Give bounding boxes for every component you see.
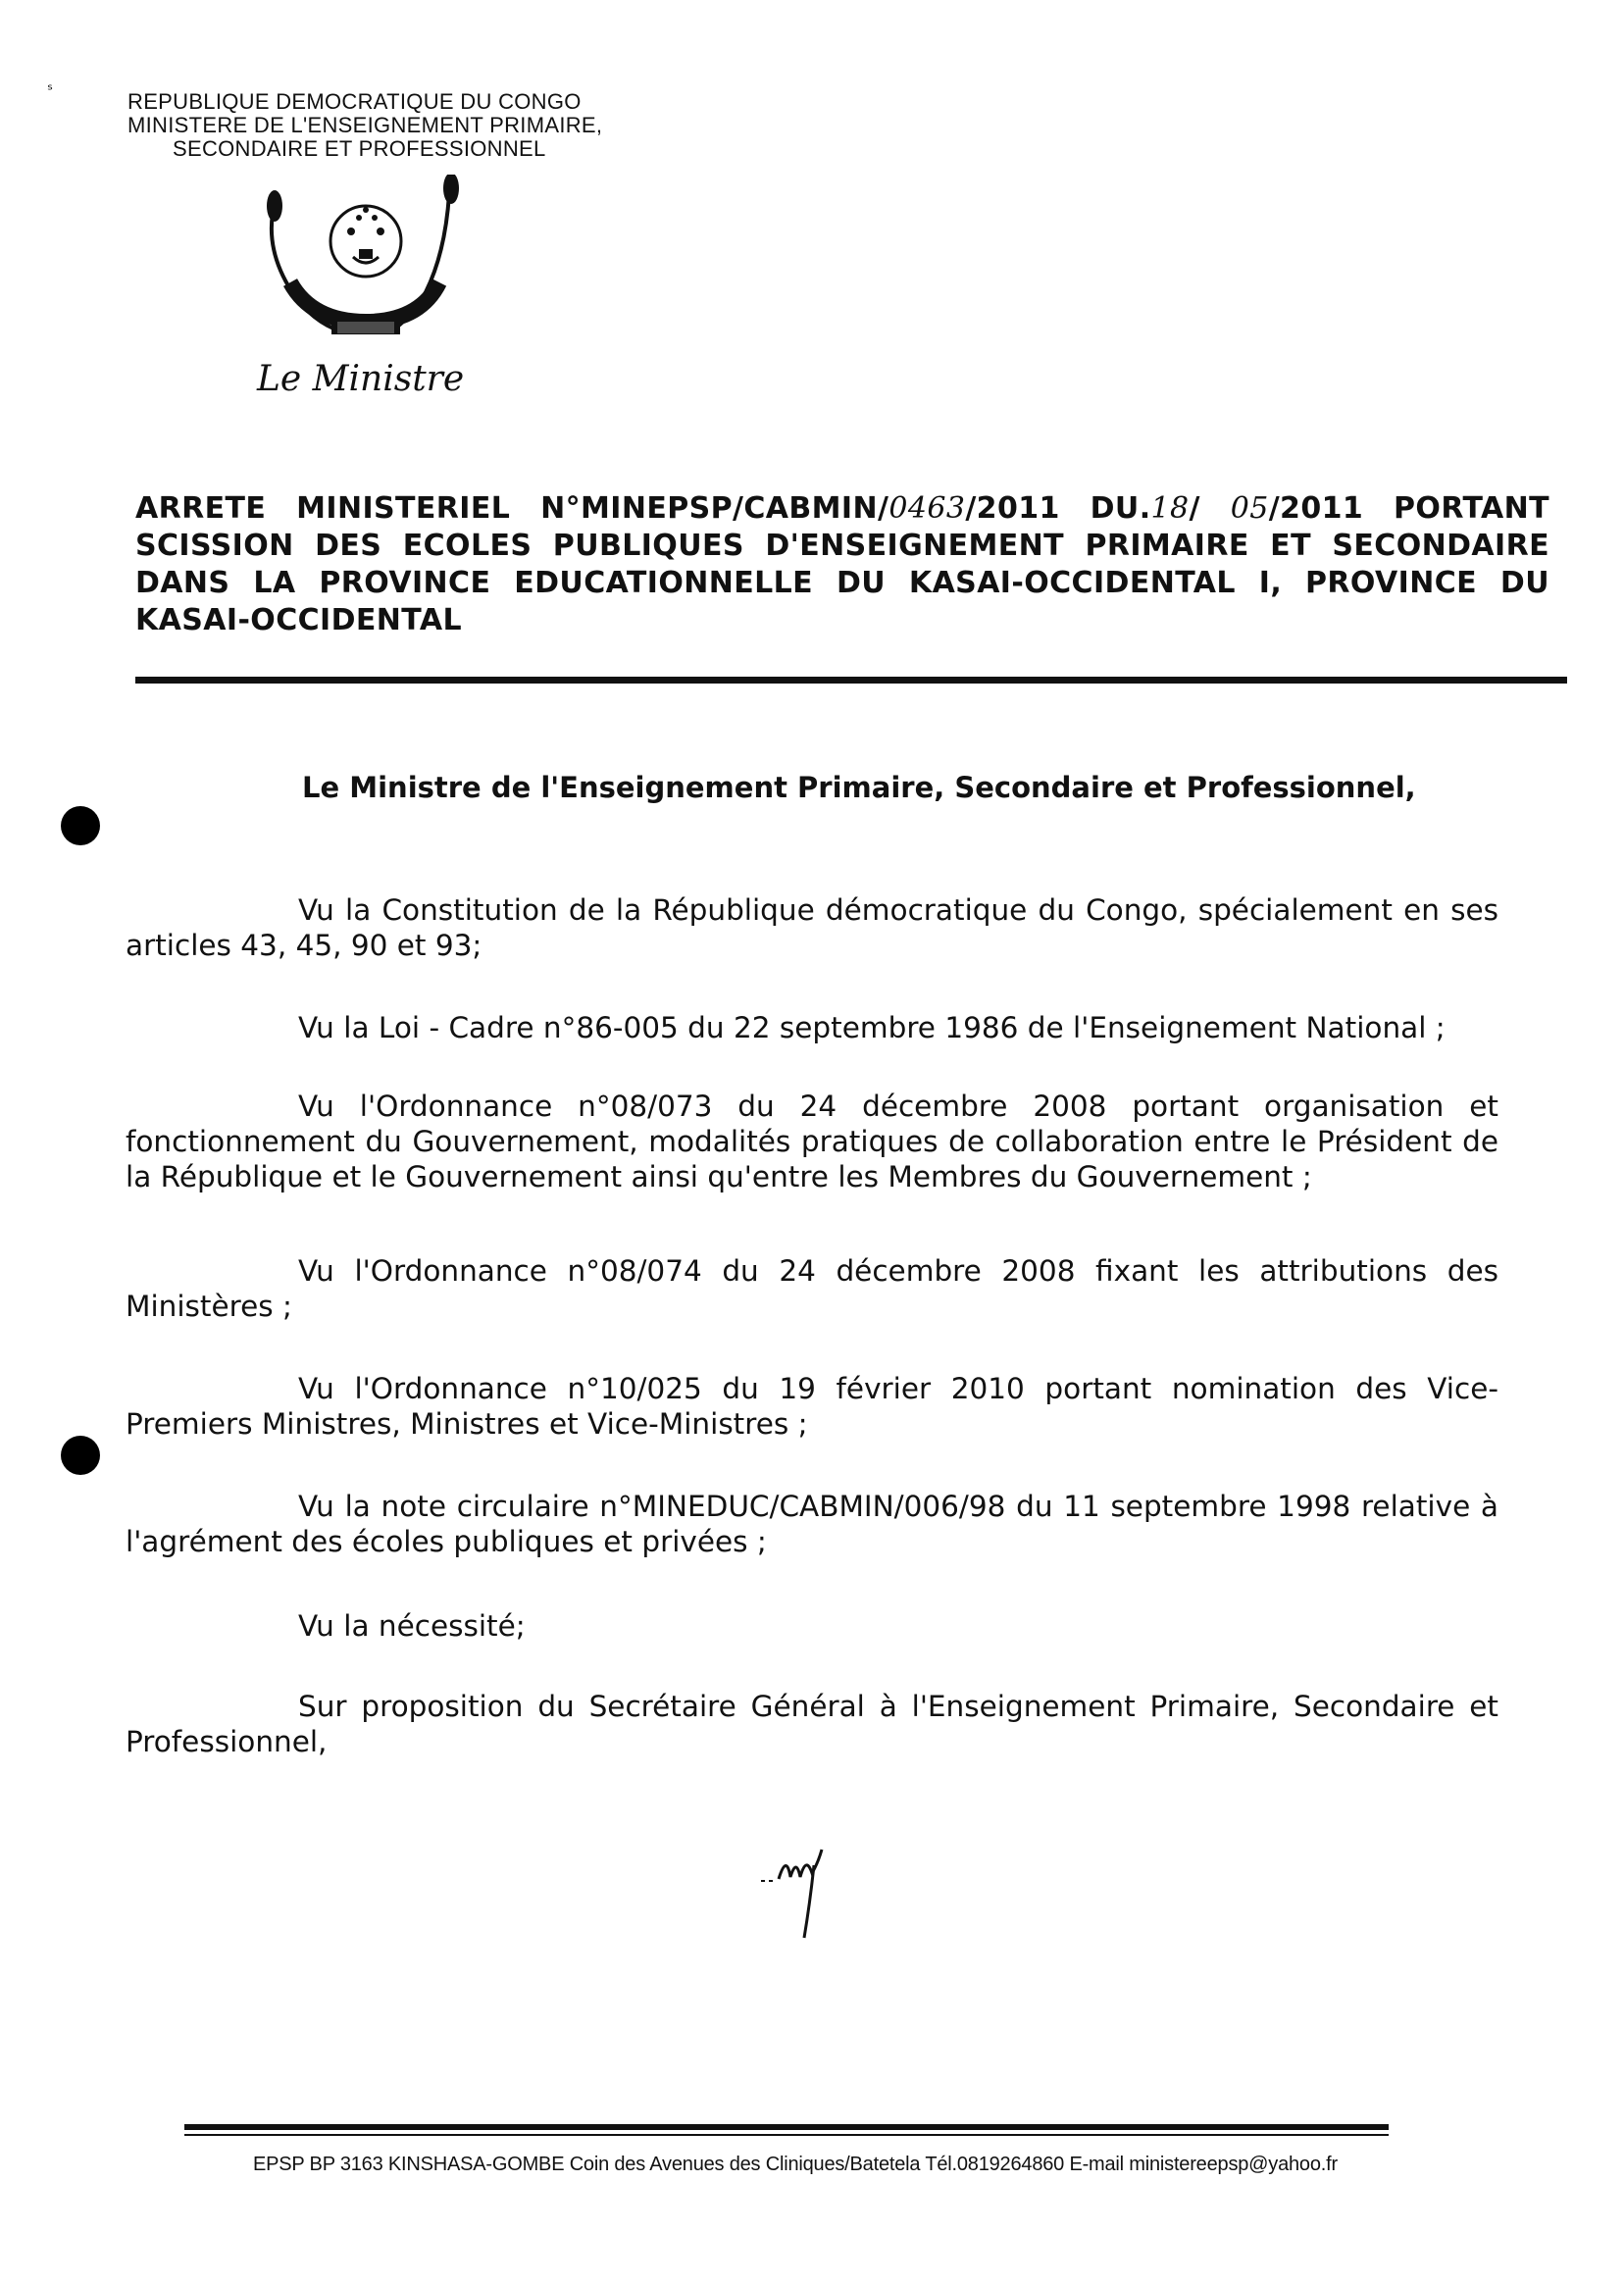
decree-ref-prefix: ARRETE MINISTERIEL N°MINEPSP/CABMIN/ (135, 491, 889, 526)
preamble: Le Ministre de l'Enseignement Primaire, Secondaire et Professionnel, (302, 771, 1416, 804)
clause-loi-cadre: Vu la Loi - Cadre n°86-005 du 22 septembre 1986 de l'Enseignement National ; (298, 1011, 1446, 1044)
decree-subject: PORTANT SCISSION DES ECOLES PUBLIQUES D'ENSEIGNEMENT PRIMAIRE ET SECONDAIRE DANS LA PROVINCE EDUCATIONNELLE DU KASAI-OCCIDENTAL I, PROVINCE DU KASAI-OCCIDENTAL (135, 491, 1549, 637)
clause-constitution: Vu la Constitution de la République démocratique du Congo, spécialement en ses articles 43, 45, 90 et 93; (126, 893, 1498, 962)
letterhead-ministry: MINISTERE DE L'ENSEIGNEMENT PRIMAIRE, (127, 113, 603, 137)
clause-ordonnance-10-025: Vu l'Ordonnance n°10/025 du 19 février 2010 portant nomination des Vice-Premiers Ministres, Ministres et Vice-Ministres ; (126, 1372, 1498, 1441)
decree-date-year: /2011 (1268, 491, 1364, 526)
title-divider (135, 677, 1567, 684)
punch-hole (61, 1436, 100, 1475)
scan-mark: ˢ (47, 80, 53, 99)
letterhead (127, 90, 716, 161)
footer-divider-thin (184, 2134, 1389, 2136)
decree-ref-year: /2011 DU. (965, 491, 1151, 526)
clause-ordonnance-08-073: Vu l'Ordonnance n°08/073 du 24 décembre 2008 portant organisation et fonctionnement du Gouvernement, modalités pratiques de collaboration entre le Président de la République et le Gouvernement ainsi qu'entre les Membres du Gouvernement ; (126, 1090, 1498, 1193)
letterhead-ministry-cont: SECONDAIRE ET PROFESSIONNEL (173, 136, 546, 161)
clause-proposition: Sur proposition du Secrétaire Général à l'Enseignement Primaire, Secondaire et Professionnel, (126, 1690, 1498, 1758)
decree-title: ARRETE MINISTERIEL N°MINEPSP/CABMIN/0463/2011 DU.18/ 05/2011 PORTANT SCISSION DES ECOLES PUBLIQUES D'ENSEIGNEMENT PRIMAIRE ET SECONDAIRE DANS LA PROVINCE EDUCATIONNELLE DU KASAI-OCCIDENTAL I, PROVINCE DU KASAI-OCCIDENTAL (135, 491, 1549, 637)
minister-signature-title: Le Ministre (257, 359, 465, 399)
decree-day-handwritten: 18 (1150, 491, 1190, 526)
coat-of-arms-emblem (253, 175, 488, 351)
handwritten-initials (757, 1844, 836, 1942)
footer-contact: EPSP BP 3163 KINSHASA-GOMBE Coin des Avenues des Cliniques/Batetela Tél.0819264860 E-mail ministereepsp@yahoo.fr (253, 2154, 1338, 2175)
punch-hole (61, 806, 100, 845)
clause-ordonnance-08-074: Vu l'Ordonnance n°08/074 du 24 décembre 2008 fixant les attributions des Ministères ; (126, 1254, 1498, 1323)
decree-month-handwritten: 05 (1230, 491, 1269, 526)
letterhead-country: REPUBLIQUE DEMOCRATIQUE DU CONGO (127, 89, 582, 114)
footer-divider (184, 2124, 1389, 2130)
clause-necessite: Vu la nécessité; (298, 1609, 526, 1643)
decree-number-handwritten: 0463 (888, 491, 966, 526)
clause-note-circulaire: Vu la note circulaire n°MINEDUC/CABMIN/006/98 du 11 septembre 1998 relative à l'agrément des écoles publiques et privées ; (126, 1490, 1498, 1558)
